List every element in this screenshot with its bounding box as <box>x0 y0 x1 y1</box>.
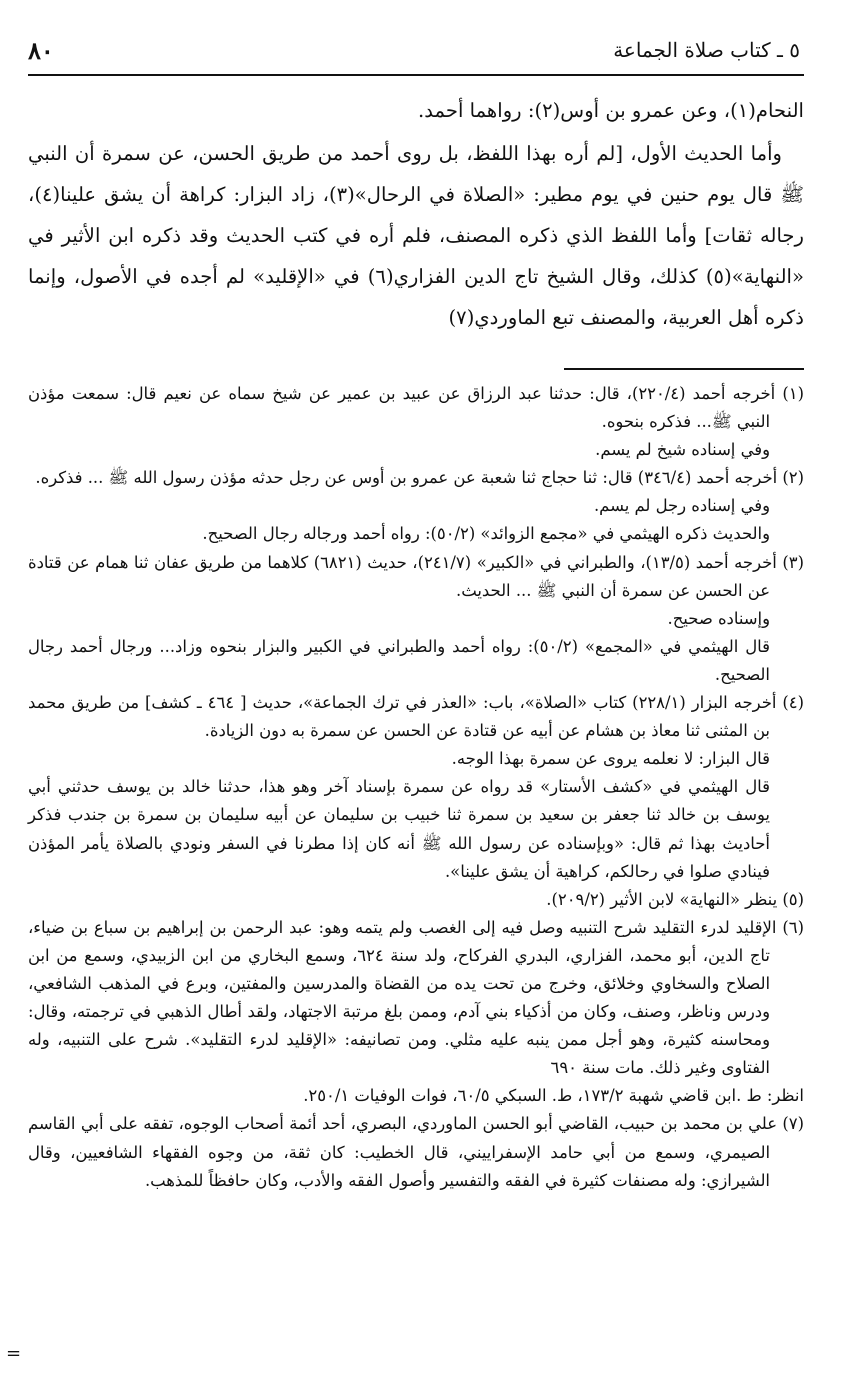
page-number: ٨٠ <box>28 35 54 65</box>
main-text <box>28 90 804 338</box>
footnote-line: وإسناده صحيح. <box>667 608 770 628</box>
footnote-5: (٥) ينظر «النهاية» لابن الأثير (٢٠٩/٢). <box>546 889 804 909</box>
page-header <box>28 30 804 76</box>
footnote-line: وفي إسناده رجل لم يسم. <box>593 496 770 516</box>
footnote-1: (١) أخرجه أحمد (٢٢٠/٤)، قال: حدثنا عبد الرزاق عن عبيد بن عمير عن شيخ سماه عن نعيم قال: سمعت مؤذن النبي ﷺ... فذكره بنحوه. <box>28 384 804 432</box>
footnote-2: (٢) أخرجه أحمد (٣٤٦/٤) قال: ثنا حجاج ثنا شعبة عن عمرو بن أوس عن رجل حدثه مؤذن رسول الله ﷺ ... فذكره. <box>35 468 804 488</box>
footnote-line: قال الهيثمي في «كشف الأستار» قد رواه عن سمرة بإسناد آخر وهو هذا، حدثنا خالد بن يوسف حدثني أبي يوسف بن خالد ثنا جعفر بن سعيد بن سمرة ثنا خبيب بن سليمان عن أبيه سليمان بن سمرة بن جندب فذكر أحاديث بهذا ثم قال: «وبإسناده عن رسول الله ﷺ أنه كان إذا مطرنا في السفر ونودي بالصلاة يأمر المؤذن فينادي صلوا في رحالكم، كراهية أن يشق علينا». <box>28 777 770 881</box>
running-title: ٥ ـ كتاب صلاة الجماعة <box>613 38 800 62</box>
footnote-line: قال الهيثمي في «المجمع» (٥٠/٢): رواه أحمد والطبراني في الكبير والبزار بنحوه وزاد... ورجال أحمد رجال الصحيح. <box>28 636 770 684</box>
footnote-line: انظر: ط .ابن قاضي شهبة ١٧٣/٢، ط. السبكي ٦٠/٥، فوات الوفيات ٢٥٠/١. <box>303 1086 804 1106</box>
footnote-separator <box>564 368 804 370</box>
footnote-6: (٦) الإقليد لدرء التقليد شرح التنبيه وصل فيه إلى الغصب ولم يتمه وهو: عبد الرحمن بن إبراهيم بن سباع بن ضياء، تاج الدين، أبو محمد، الفزاري، البدري الفركاح، ولد سنة ٦٢٤، وسمع البخاري من ابن الزبيدي، وسمع من ابن الصلاح والسخاوي وخلائق، وخرج من تحت يده من القضاة والمدرسين والمفتين، وبرع في المذهب الشافعي، ودرس وناظر، وصنف، وكان من أذكياء بني آدم، وممن بلغ مرتبة الاجتهاد، ولقد أطال الذهبي في ترجمته، وقال: ومحاسنه كثيرة، وهو أجل ممن ينبه عليه مثلي. ومن تصانيفه: «الإقليد لدرء التقليد». شرح على التنبيه، وله الفتاوى وغير ذلك. مات سنة ٦٩٠ <box>28 917 804 1078</box>
footnote-3: (٣) أخرجه أحمد (١٣/٥)، والطبراني في «الكبير» (٢٤١/٧)، حديث (٦٨٢١) كلاهما من طريق عفان ثنا همام عن قتادة عن الحسن عن سمرة أن النبي ﷺ ... الحديث. <box>28 552 804 600</box>
body-paragraph: وأما الحديث الأول، [لم أره بهذا اللفظ، بل روى أحمد من طريق الحسن، عن سمرة أن النبي ﷺ قال يوم حنين في يوم مطير: «الصلاة في الرحال»(٣)، زاد البزار: كراهة أن يشق علينا(٤)، رجاله ثقات] وأما اللفظ الذي ذكره المصنف، فلم أره في كتب الحديث وقد ذكره ابن الأثير في «النهاية»(٥) كذلك، وقال الشيخ تاج الدين الفزاري(٦) في «الإقليد» لم أجده في الأصول، وإنما ذكره أهل العربية، والمصنف تبع الماوردي(٧) <box>28 142 804 329</box>
footnotes <box>28 380 804 1195</box>
footnote-7: (٧) علي بن محمد بن حبيب، القاضي أبو الحسن الماوردي، البصري، أحد أئمة أصحاب الوجوه، تفقه على أبي القاسم الصيمري، وسمع من أبي حامد الإسفراييني، قال الخطيب: كان ثقة، من وجوه الفقهاء الشافعيين، وقال الشيرازي: وله مصنفات كثيرة في الفقه والتفسير وأصول الفقه والأدب، وكان حافظاً للمذهب. <box>28 1114 804 1190</box>
footnote-line: قال البزار: لا نعلمه يروى عن سمرة بهذا الوجه. <box>451 749 770 769</box>
body-paragraph: النحام(١)، وعن عمرو بن أوس(٢): رواهما أحمد. <box>418 99 804 122</box>
footnote-line: والحديث ذكره الهيثمي في «مجمع الزوائد» (٥٠/٢): رواه أحمد ورجاله رجال الصحيح. <box>202 524 770 544</box>
continuation-mark: = <box>6 1343 22 1364</box>
book-page <box>28 30 804 1195</box>
footnote-line: وفي إسناده شيخ لم يسم. <box>595 440 770 460</box>
footnote-4: (٤) أخرجه البزار (٢٢٨/١) كتاب «الصلاة»، باب: «العذر في ترك الجماعة»، حديث [ ٤٦٤ ـ كشف] من طريق محمد بن المثنى ثنا معاذ بن هشام عن أبيه عن قتادة عن الحسن عن سمرة به دون الزيادة. <box>28 693 804 741</box>
